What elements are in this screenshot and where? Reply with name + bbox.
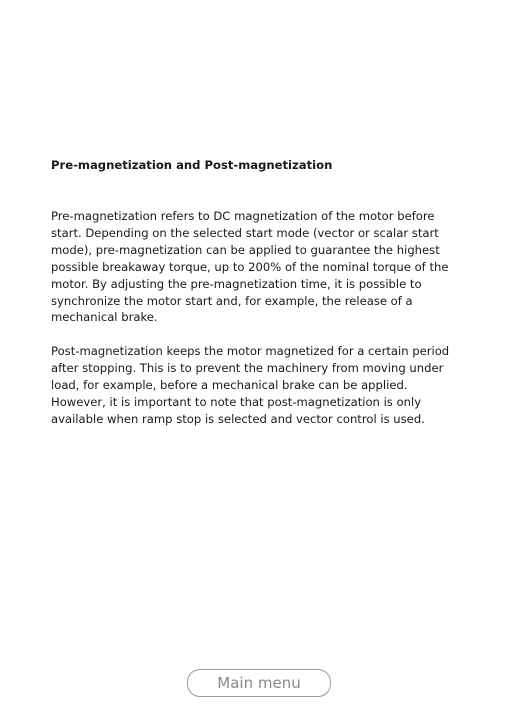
post-magnetization-paragraph: Post-magnetization keeps the motor magnetized for a certain period after stopping. This is to prevent the machinery from moving under load, for example, before a mechanical brake can be applied. However, it is important to note that post-magnetization is only available when ramp stop is selected and vector control is used. [51, 344, 450, 426]
pre-magnetization-paragraph: Pre-magnetization refers to DC magnetization of the motor before start. Depending on the selected start mode (vector or scalar start mode), pre-magnetization can be applied to guarantee the highest possible breakaway torque, up to 200% of the nominal torque of the motor. By adjusting the pre-magnetization time, it is possible to synchronize the motor start and, for example, the release of a mechanical brake. [51, 209, 449, 325]
section-heading: Pre-magnetization and Post-magnetization [51, 158, 333, 172]
main-menu-button[interactable]: Main menu [187, 669, 331, 697]
